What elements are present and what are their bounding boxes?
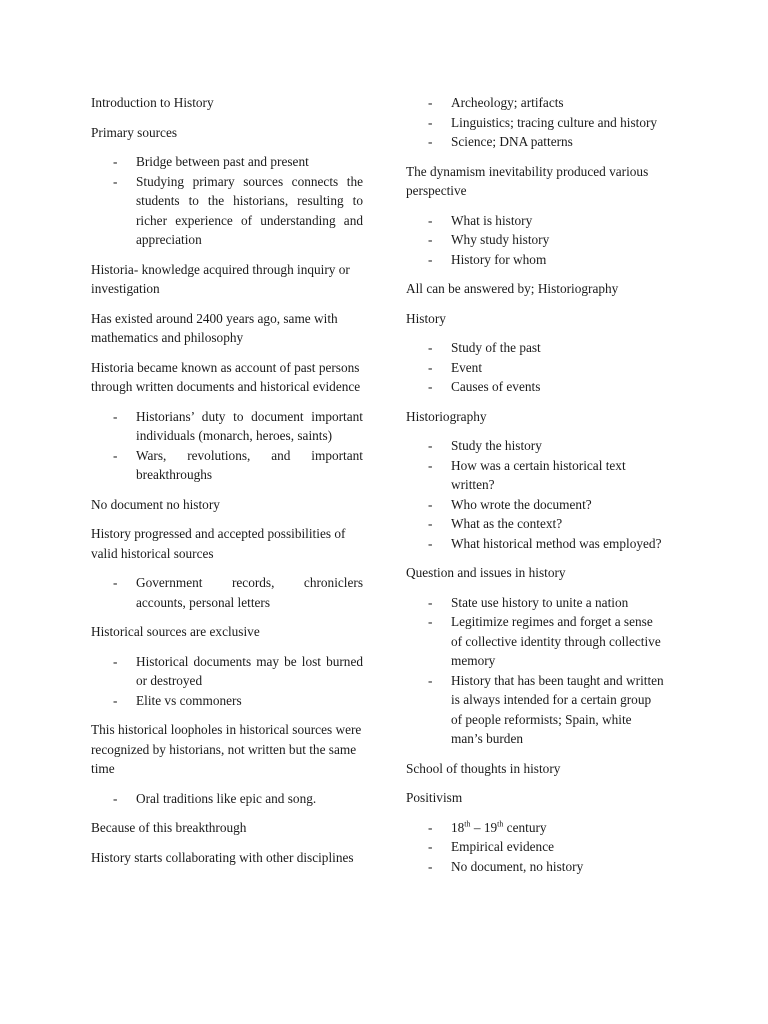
bullet-dash: -	[428, 340, 433, 355]
list-item: - Event	[406, 358, 664, 378]
bullet-dash: -	[428, 212, 433, 228]
list-item: - History for whom	[406, 250, 664, 270]
heading-school-of-thoughts: School of thoughts in history	[406, 760, 561, 776]
paragraph-breakthrough: Because of this breakthrough	[91, 820, 247, 835]
paragraph-historia-account: Historia became known as account of past persons through written documents and historical evidence	[91, 359, 361, 394]
bullet-dash: -	[428, 496, 433, 512]
list-item: - Causes of events	[406, 377, 664, 397]
paragraph-historia-definition: Historia- knowledge acquired through inquiry or investigation	[91, 261, 350, 296]
list-item: - Empirical evidence	[406, 837, 664, 857]
paragraph-loopholes: This historical loopholes in historical sources were recognized by historians, not written but the same time	[91, 722, 362, 776]
heading-primary-sources: Primary sources	[91, 124, 178, 140]
list-item: - Legitimize regimes and forget a sense of collective identity through collective memory	[428, 614, 661, 668]
bullet-list-disciplines	[406, 93, 664, 152]
bullet-dash: -	[428, 535, 433, 551]
bullet-dash: -	[428, 819, 433, 835]
paragraph-collaborating: History starts collaborating with other disciplines	[91, 849, 354, 865]
bullet-dash: -	[428, 594, 433, 610]
heading-questions: Question and issues in history	[406, 565, 566, 580]
bullet-dash: -	[428, 672, 433, 688]
paragraph-answered: All can be answered by; Historiography	[406, 281, 619, 296]
bullet-dash: -	[113, 653, 118, 669]
bullet-list-positivism	[406, 818, 664, 877]
list-item: - History that has been taught and written is always intended for a certain group of people reformists; Spain, white man’s burden	[428, 672, 664, 746]
bullet-dash: -	[113, 173, 118, 189]
list-item: - Oral traditions like epic and song.	[91, 789, 363, 809]
bullet-dash: -	[428, 95, 433, 110]
bullet-dash: -	[428, 457, 433, 473]
list-item: - Historical documents may be lost burned or destroyed	[113, 653, 363, 688]
list-item: - Bridge between past and present	[91, 152, 363, 172]
list-item: - Archeology; artifacts	[406, 93, 664, 113]
list-item: - State use history to unite a nation	[406, 593, 664, 613]
left-column	[91, 93, 363, 877]
list-item: - No document, no history	[406, 857, 664, 877]
list-item: - 18th – 19th century	[406, 818, 664, 838]
list-item: - Historians’ duty to document important individuals (monarch, heroes, saints)	[113, 408, 363, 443]
list-item: - How was a certain historical text written?	[428, 457, 626, 492]
bullet-dash: -	[113, 692, 118, 708]
list-item: - Study the history	[406, 436, 664, 456]
bullet-dash: -	[428, 359, 433, 375]
bullet-list-historiography	[406, 436, 664, 553]
right-column	[406, 93, 664, 886]
list-item: - Why study history	[406, 230, 664, 250]
paragraph-no-document: No document no history	[91, 496, 220, 512]
bullet-dash: -	[113, 408, 118, 424]
paragraph-progressed: History progressed and accepted possibilities of valid historical sources	[91, 526, 346, 561]
heading-history: History	[406, 310, 446, 326]
list-item: - Studying primary sources connects the students to the historians, resulting to richer experience of understanding and appreciation	[113, 173, 363, 247]
bullet-dash: -	[428, 438, 433, 453]
bullet-list-loopholes	[91, 789, 363, 809]
list-item: - What historical method was employed?	[406, 534, 664, 554]
bullet-dash: -	[428, 858, 433, 874]
bullet-dash: -	[428, 516, 433, 531]
list-item: - Government records, chroniclers accounts, personal letters	[113, 575, 363, 610]
bullet-list-exclusive	[91, 652, 363, 711]
paragraph-dynamism: The dynamism inevitability produced various perspective	[406, 163, 649, 198]
bullet-dash: -	[428, 114, 433, 130]
bullet-dash: -	[428, 839, 433, 854]
bullet-list-history	[406, 338, 664, 397]
bullet-dash: -	[428, 379, 433, 394]
list-item: - Science; DNA patterns	[406, 132, 664, 152]
document-title: Introduction to History	[91, 95, 214, 110]
bullet-list-questions	[406, 593, 664, 749]
heading-historiography: Historiography	[406, 408, 487, 424]
list-item: - Study of the past	[406, 338, 664, 358]
paragraph-existed: Has existed around 2400 years ago, same with mathematics and philosophy	[91, 310, 338, 345]
heading-positivism: Positivism	[406, 790, 463, 805]
bullet-list-progressed	[91, 573, 363, 612]
paragraph-exclusive: Historical sources are exclusive	[91, 624, 260, 639]
bullet-list-primary-sources	[91, 152, 363, 250]
bullet-dash: -	[428, 232, 433, 247]
bullet-list-account	[91, 407, 363, 485]
list-item: - Linguistics; tracing culture and history	[406, 113, 664, 133]
bullet-dash: -	[113, 575, 118, 590]
bullet-list-dynamism	[406, 211, 664, 270]
bullet-dash: -	[428, 134, 433, 149]
list-item: - Wars, revolutions, and important breakthroughs	[113, 447, 363, 482]
bullet-dash: -	[428, 251, 433, 267]
list-item: - What as the context?	[406, 514, 664, 534]
bullet-dash: -	[113, 154, 118, 169]
bullet-dash: -	[113, 447, 118, 463]
list-item: - Who wrote the document?	[406, 495, 664, 515]
bullet-dash: -	[113, 790, 118, 806]
list-item: - Elite vs commoners	[91, 691, 363, 711]
bullet-dash: -	[428, 614, 433, 629]
list-item: - What is history	[406, 211, 664, 231]
